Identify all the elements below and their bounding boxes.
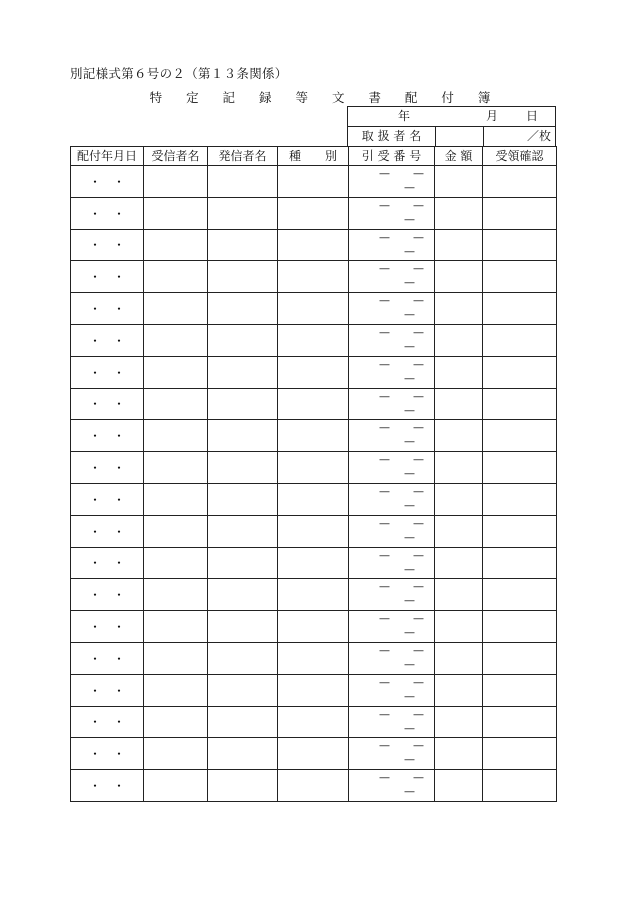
- sender-cell[interactable]: [208, 579, 278, 611]
- sender-cell[interactable]: [208, 388, 278, 420]
- receipt-confirmation-cell[interactable]: [483, 483, 557, 515]
- date-cell[interactable]: [71, 420, 144, 452]
- date-separator-dot: ・: [112, 365, 125, 380]
- type-cell[interactable]: [278, 324, 349, 356]
- recipient-cell[interactable]: [144, 229, 208, 261]
- date-cell[interactable]: [71, 611, 144, 643]
- receipt-confirmation-cell[interactable]: [483, 770, 557, 802]
- date-cell[interactable]: [71, 356, 144, 388]
- reg-number-cell[interactable]: [349, 738, 435, 770]
- date-cell[interactable]: [71, 483, 144, 515]
- reg-number-dash: —: [404, 530, 415, 544]
- date-cell[interactable]: [71, 324, 144, 356]
- amount-cell[interactable]: [435, 293, 483, 325]
- ledger-row: [71, 515, 557, 547]
- receipt-confirmation-cell[interactable]: [483, 706, 557, 738]
- recipient-cell[interactable]: [144, 420, 208, 452]
- recipient-cell[interactable]: [144, 674, 208, 706]
- reg-number-dash: —: [379, 771, 390, 785]
- reg-number-dash: —: [379, 230, 390, 244]
- reg-number-cell[interactable]: [349, 770, 435, 802]
- reg-number-cell[interactable]: [349, 706, 435, 738]
- receipt-confirmation-cell[interactable]: [483, 515, 557, 547]
- recipient-cell[interactable]: [144, 324, 208, 356]
- reg-number-dash: —: [379, 484, 390, 498]
- col-header-reg-number: 引 受 番 号: [349, 147, 435, 166]
- reg-number-dash: —: [413, 421, 424, 435]
- ledger-row: [71, 261, 557, 293]
- date-separator-dot: ・: [112, 397, 125, 412]
- amount-cell[interactable]: [435, 579, 483, 611]
- reg-number-dash: —: [404, 371, 415, 385]
- type-cell[interactable]: [278, 770, 349, 802]
- amount-cell[interactable]: [435, 483, 483, 515]
- type-cell[interactable]: [278, 483, 349, 515]
- type-cell[interactable]: [278, 706, 349, 738]
- amount-cell[interactable]: [435, 388, 483, 420]
- ledger-row: [71, 642, 557, 674]
- date-cell[interactable]: [71, 166, 144, 198]
- ledger-row: [71, 229, 557, 261]
- reg-number-cell[interactable]: [349, 452, 435, 484]
- reg-number-dash: —: [404, 212, 415, 226]
- form-id: 別記様式第６号の２（第１３条関係）: [70, 66, 288, 81]
- type-cell[interactable]: [278, 674, 349, 706]
- ledger-row: [71, 452, 557, 484]
- sender-cell[interactable]: [208, 547, 278, 579]
- receipt-confirmation-cell[interactable]: [483, 324, 557, 356]
- reg-number-cell[interactable]: [349, 293, 435, 325]
- reg-number-dash: —: [379, 357, 390, 371]
- reg-number-dash: —: [413, 707, 424, 721]
- reg-number-dash: —: [404, 435, 415, 449]
- date-header-box: [347, 106, 556, 127]
- col-header-receipt-confirmation: 受領確認: [483, 147, 557, 166]
- date-separator-dot: ・: [88, 238, 101, 253]
- date-separator-dot: ・: [112, 492, 125, 507]
- recipient-cell[interactable]: [144, 261, 208, 293]
- date-separator-dot: ・: [88, 747, 101, 762]
- amount-cell[interactable]: [435, 420, 483, 452]
- reg-number-cell[interactable]: [349, 579, 435, 611]
- sender-cell[interactable]: [208, 261, 278, 293]
- ledger-row: [71, 388, 557, 420]
- date-cell[interactable]: [71, 642, 144, 674]
- ledger-header-row: [71, 147, 557, 166]
- date-separator-dot: ・: [112, 683, 125, 698]
- receipt-confirmation-cell[interactable]: [483, 579, 557, 611]
- recipient-cell[interactable]: [144, 770, 208, 802]
- date-separator-dot: ・: [112, 461, 125, 476]
- recipient-cell[interactable]: [144, 515, 208, 547]
- date-separator-dot: ・: [112, 429, 125, 444]
- reg-number-cell[interactable]: [349, 356, 435, 388]
- sender-cell[interactable]: [208, 770, 278, 802]
- reg-number-cell[interactable]: [349, 197, 435, 229]
- reg-number-cell[interactable]: [349, 388, 435, 420]
- reg-number-dash: —: [404, 308, 415, 322]
- recipient-cell[interactable]: [144, 706, 208, 738]
- recipient-cell[interactable]: [144, 483, 208, 515]
- date-separator-dot: ・: [112, 206, 125, 221]
- date-separator-dot: ・: [88, 461, 101, 476]
- date-separator-dot: ・: [88, 270, 101, 285]
- reg-number-dash: —: [413, 484, 424, 498]
- date-cell[interactable]: [71, 293, 144, 325]
- date-cell[interactable]: [71, 770, 144, 802]
- reg-number-dash: —: [379, 453, 390, 467]
- date-cell[interactable]: [71, 547, 144, 579]
- receipt-confirmation-cell[interactable]: [483, 166, 557, 198]
- reg-number-dash: —: [413, 548, 424, 562]
- date-separator-dot: ・: [112, 270, 125, 285]
- type-cell[interactable]: [278, 611, 349, 643]
- reg-number-cell[interactable]: [349, 642, 435, 674]
- sender-cell[interactable]: [208, 642, 278, 674]
- receipt-confirmation-cell[interactable]: [483, 420, 557, 452]
- receipt-confirmation-cell[interactable]: [483, 356, 557, 388]
- date-separator-dot: ・: [112, 779, 125, 794]
- date-separator-dot: ・: [88, 429, 101, 444]
- ledger-row: [71, 770, 557, 802]
- date-separator-dot: ・: [88, 206, 101, 221]
- recipient-cell[interactable]: [144, 293, 208, 325]
- reg-number-cell[interactable]: [349, 674, 435, 706]
- type-cell[interactable]: [278, 388, 349, 420]
- reg-number-dash: —: [379, 262, 390, 276]
- ledger-row: [71, 324, 557, 356]
- reg-number-dash: —: [413, 739, 424, 753]
- ledger-row: [71, 674, 557, 706]
- receipt-confirmation-cell[interactable]: [483, 197, 557, 229]
- type-cell[interactable]: [278, 420, 349, 452]
- reg-number-dash: —: [413, 771, 424, 785]
- reg-number-dash: —: [413, 675, 424, 689]
- date-separator-dot: ・: [88, 715, 101, 730]
- ledger-row: [71, 611, 557, 643]
- reg-number-dash: —: [379, 612, 390, 626]
- type-cell[interactable]: [278, 452, 349, 484]
- type-cell[interactable]: [278, 197, 349, 229]
- amount-cell[interactable]: [435, 738, 483, 770]
- handler-row: [347, 126, 556, 147]
- reg-number-dash: —: [413, 580, 424, 594]
- amount-cell[interactable]: [435, 197, 483, 229]
- date-cell[interactable]: [71, 674, 144, 706]
- receipt-confirmation-cell[interactable]: [483, 261, 557, 293]
- date-separator-dot: ・: [112, 715, 125, 730]
- sender-cell[interactable]: [208, 515, 278, 547]
- reg-number-cell[interactable]: [349, 324, 435, 356]
- reg-number-cell[interactable]: [349, 420, 435, 452]
- reg-number-dash: —: [379, 325, 390, 339]
- amount-cell[interactable]: [435, 261, 483, 293]
- amount-cell[interactable]: [435, 611, 483, 643]
- reg-number-dash: —: [379, 516, 390, 530]
- amount-cell[interactable]: [435, 356, 483, 388]
- type-cell[interactable]: [278, 261, 349, 293]
- reg-number-dash: —: [404, 753, 415, 767]
- date-separator-dot: ・: [88, 397, 101, 412]
- receipt-confirmation-cell[interactable]: [483, 642, 557, 674]
- reg-number-dash: —: [404, 562, 415, 576]
- reg-number-dash: —: [404, 785, 415, 799]
- reg-number-dash: —: [404, 339, 415, 353]
- recipient-cell[interactable]: [144, 611, 208, 643]
- col-header-amount: 金 額: [435, 147, 483, 166]
- reg-number-dash: —: [379, 294, 390, 308]
- recipient-cell[interactable]: [144, 547, 208, 579]
- amount-cell[interactable]: [435, 452, 483, 484]
- col-header-recipient: 受信者名: [144, 147, 208, 166]
- reg-number-dash: —: [413, 453, 424, 467]
- ledger-row: [71, 166, 557, 198]
- receipt-confirmation-cell[interactable]: [483, 293, 557, 325]
- receipt-confirmation-cell[interactable]: [483, 738, 557, 770]
- amount-cell[interactable]: [435, 770, 483, 802]
- reg-number-dash: —: [404, 276, 415, 290]
- recipient-cell[interactable]: [144, 452, 208, 484]
- reg-number-dash: —: [379, 643, 390, 657]
- reg-number-cell[interactable]: [349, 229, 435, 261]
- sender-cell[interactable]: [208, 452, 278, 484]
- date-separator-dot: ・: [88, 556, 101, 571]
- date-separator-dot: ・: [88, 333, 101, 348]
- date-separator-dot: ・: [112, 238, 125, 253]
- handler-label: 取 扱 者 名: [361, 129, 422, 143]
- amount-cell[interactable]: [435, 706, 483, 738]
- ledger-row: [71, 706, 557, 738]
- date-cell[interactable]: [71, 452, 144, 484]
- date-cell[interactable]: [71, 229, 144, 261]
- reg-number-dash: —: [379, 548, 390, 562]
- reg-number-dash: —: [404, 467, 415, 481]
- reg-number-dash: —: [404, 721, 415, 735]
- reg-number-dash: —: [379, 707, 390, 721]
- type-cell[interactable]: [278, 166, 349, 198]
- reg-number-dash: —: [413, 230, 424, 244]
- date-separator-dot: ・: [88, 683, 101, 698]
- sender-cell[interactable]: [208, 738, 278, 770]
- type-cell[interactable]: [278, 515, 349, 547]
- sender-cell[interactable]: [208, 420, 278, 452]
- reg-number-dash: —: [404, 181, 415, 194]
- col-header-sender: 発信者名: [208, 147, 278, 166]
- recipient-cell[interactable]: [144, 738, 208, 770]
- date-cell[interactable]: [71, 579, 144, 611]
- receipt-confirmation-cell[interactable]: [483, 388, 557, 420]
- date-separator-dot: ・: [88, 302, 101, 317]
- reg-number-dash: —: [404, 594, 415, 608]
- month-label: 月: [486, 109, 499, 123]
- reg-number-dash: —: [413, 294, 424, 308]
- reg-number-dash: —: [413, 167, 424, 180]
- date-cell[interactable]: [71, 515, 144, 547]
- reg-number-dash: —: [413, 198, 424, 212]
- date-cell[interactable]: [71, 706, 144, 738]
- reg-number-cell[interactable]: [349, 547, 435, 579]
- date-separator-dot: ・: [112, 302, 125, 317]
- receipt-confirmation-cell[interactable]: [483, 229, 557, 261]
- amount-cell[interactable]: [435, 229, 483, 261]
- day-label: 日: [526, 109, 539, 123]
- reg-number-cell[interactable]: [349, 515, 435, 547]
- year-label: 年: [398, 109, 411, 123]
- type-cell[interactable]: [278, 229, 349, 261]
- sender-cell[interactable]: [208, 293, 278, 325]
- date-separator-dot: ・: [88, 588, 101, 603]
- reg-number-dash: —: [379, 580, 390, 594]
- receipt-confirmation-cell[interactable]: [483, 452, 557, 484]
- reg-number-dash: —: [413, 262, 424, 276]
- amount-cell[interactable]: [435, 674, 483, 706]
- reg-number-dash: —: [413, 516, 424, 530]
- recipient-cell[interactable]: [144, 197, 208, 229]
- handler-name-cell[interactable]: [435, 127, 483, 146]
- date-separator-dot: ・: [112, 524, 125, 539]
- date-separator-dot: ・: [112, 620, 125, 635]
- form-title: 特 定 記 録 等 文 書 配 付 簿: [149, 90, 501, 105]
- ledger-row: [71, 197, 557, 229]
- date-separator-dot: ・: [88, 651, 101, 666]
- receipt-confirmation-cell[interactable]: [483, 611, 557, 643]
- date-separator-dot: ・: [112, 651, 125, 666]
- reg-number-dash: —: [413, 357, 424, 371]
- sender-cell[interactable]: [208, 229, 278, 261]
- ledger-row: [71, 420, 557, 452]
- reg-number-dash: —: [413, 325, 424, 339]
- reg-number-dash: —: [413, 389, 424, 403]
- reg-number-cell[interactable]: [349, 611, 435, 643]
- date-separator-dot: ・: [112, 588, 125, 603]
- date-separator-dot: ・: [88, 492, 101, 507]
- sender-cell[interactable]: [208, 674, 278, 706]
- sender-cell[interactable]: [208, 356, 278, 388]
- date-cell[interactable]: [71, 261, 144, 293]
- date-separator-dot: ・: [88, 524, 101, 539]
- distribution-ledger-table: [70, 146, 557, 802]
- reg-number-dash: —: [379, 675, 390, 689]
- recipient-cell[interactable]: [144, 388, 208, 420]
- recipient-cell[interactable]: [144, 166, 208, 198]
- ledger-row: [71, 483, 557, 515]
- sender-cell[interactable]: [208, 611, 278, 643]
- reg-number-dash: —: [379, 167, 390, 180]
- reg-number-cell[interactable]: [349, 483, 435, 515]
- type-cell[interactable]: [278, 547, 349, 579]
- date-cell[interactable]: [71, 197, 144, 229]
- ledger-row: [71, 579, 557, 611]
- date-separator-dot: ・: [112, 556, 125, 571]
- date-separator-dot: ・: [88, 779, 101, 794]
- sender-cell[interactable]: [208, 706, 278, 738]
- amount-cell[interactable]: [435, 547, 483, 579]
- reg-number-dash: —: [379, 421, 390, 435]
- col-header-date: 配付年月日: [71, 147, 144, 166]
- reg-number-cell[interactable]: [349, 166, 435, 198]
- amount-cell[interactable]: [435, 515, 483, 547]
- recipient-cell[interactable]: [144, 356, 208, 388]
- reg-number-dash: —: [413, 612, 424, 626]
- date-separator-dot: ・: [88, 620, 101, 635]
- reg-number-dash: —: [404, 657, 415, 671]
- sender-cell[interactable]: [208, 324, 278, 356]
- ledger-body: [71, 166, 557, 802]
- amount-cell[interactable]: [435, 166, 483, 198]
- date-separator-dot: ・: [112, 747, 125, 762]
- ledger-row: [71, 293, 557, 325]
- ledger-row: [71, 738, 557, 770]
- date-separator-dot: ・: [88, 365, 101, 380]
- reg-number-dash: —: [379, 739, 390, 753]
- reg-number-dash: —: [404, 244, 415, 258]
- type-cell[interactable]: [278, 356, 349, 388]
- type-cell[interactable]: [278, 579, 349, 611]
- reg-number-dash: —: [404, 498, 415, 512]
- reg-number-dash: —: [404, 403, 415, 417]
- date-separator-dot: ・: [112, 333, 125, 348]
- date-cell[interactable]: [71, 388, 144, 420]
- amount-cell[interactable]: [435, 642, 483, 674]
- recipient-cell[interactable]: [144, 642, 208, 674]
- amount-cell[interactable]: [435, 324, 483, 356]
- type-cell[interactable]: [278, 642, 349, 674]
- reg-number-dash: —: [379, 389, 390, 403]
- sender-cell[interactable]: [208, 197, 278, 229]
- sender-cell[interactable]: [208, 483, 278, 515]
- receipt-confirmation-cell[interactable]: [483, 674, 557, 706]
- recipient-cell[interactable]: [144, 579, 208, 611]
- receipt-confirmation-cell[interactable]: [483, 547, 557, 579]
- col-header-type: 種 別: [278, 147, 349, 166]
- date-separator-dot: ・: [112, 174, 125, 189]
- date-separator-dot: ・: [88, 174, 101, 189]
- type-cell[interactable]: [278, 738, 349, 770]
- ledger-row: [71, 547, 557, 579]
- reg-number-dash: —: [413, 643, 424, 657]
- ledger-row: [71, 356, 557, 388]
- date-cell[interactable]: [71, 738, 144, 770]
- reg-number-cell[interactable]: [349, 261, 435, 293]
- type-cell[interactable]: [278, 293, 349, 325]
- reg-number-dash: —: [379, 198, 390, 212]
- reg-number-dash: —: [404, 626, 415, 640]
- reg-number-dash: —: [404, 689, 415, 703]
- sheet-count-cell[interactable]: ／枚: [483, 127, 556, 146]
- sender-cell[interactable]: [208, 166, 278, 198]
